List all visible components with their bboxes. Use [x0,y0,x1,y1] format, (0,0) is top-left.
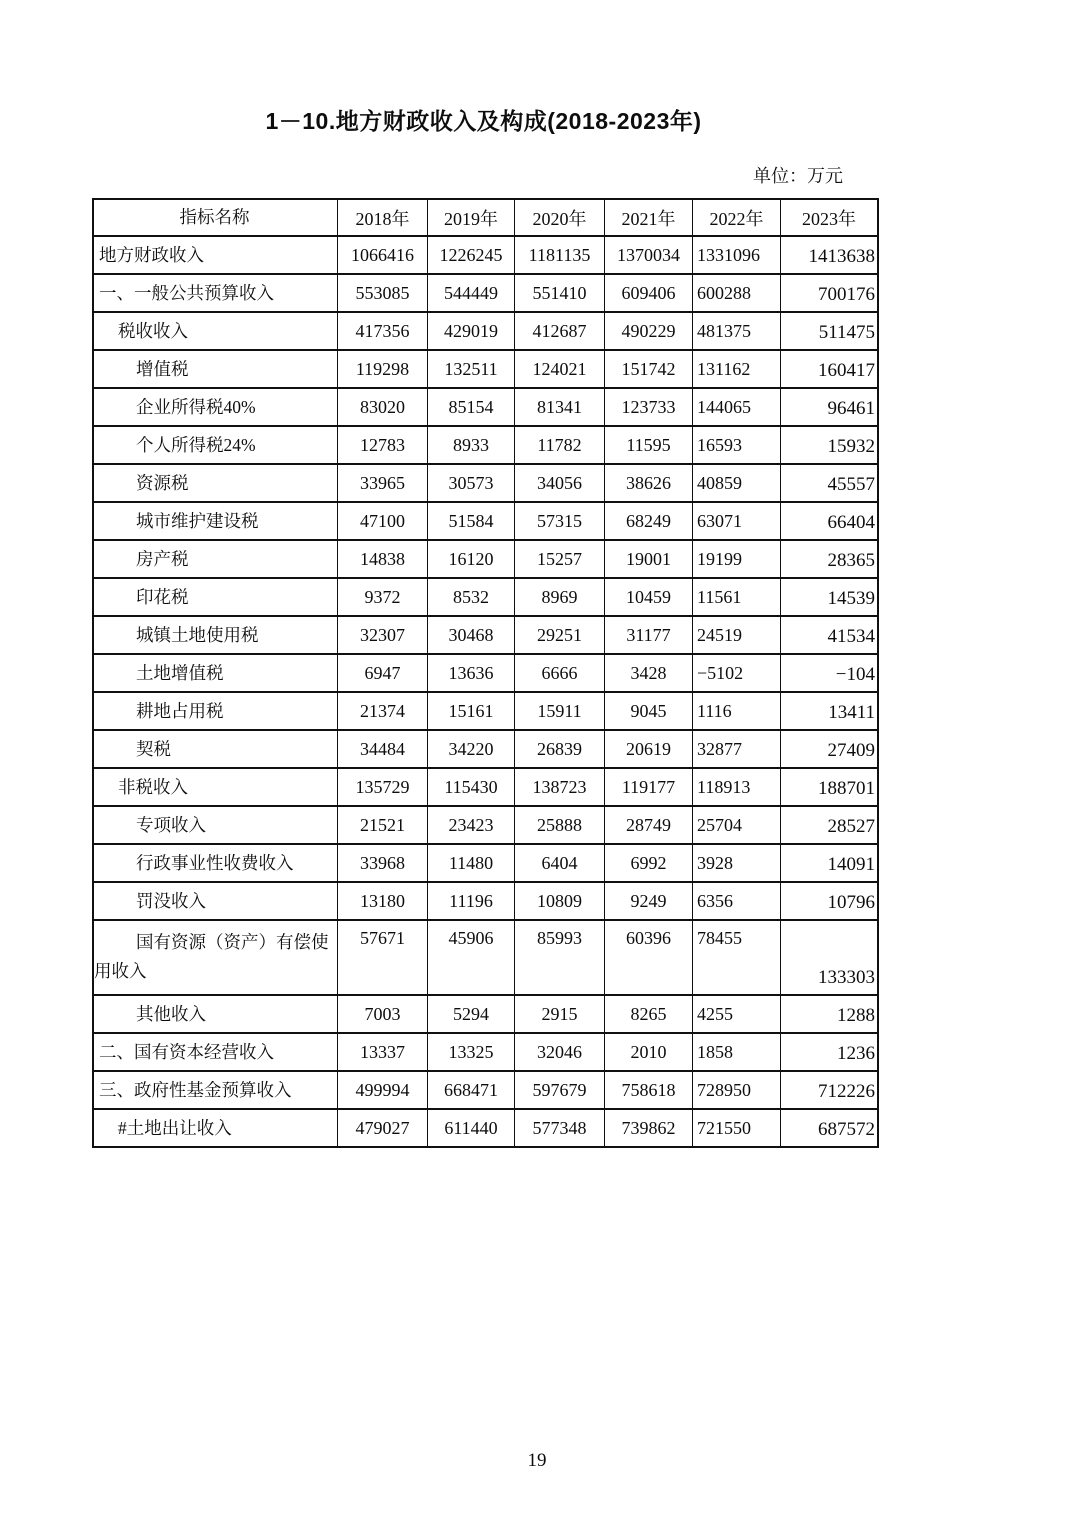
table-row [94,235,877,273]
row-label [94,503,337,539]
row-label [94,389,337,425]
row-label [94,1072,337,1108]
cell-2019年: 115430 [427,769,514,805]
cell-2022年: 16593 [692,427,780,463]
row-label [94,579,337,615]
row-label-text: 个人所得税24% [136,434,256,455]
table [92,198,879,1148]
row-label-text: 行政事业性收费收入 [136,852,294,873]
cell-2021年: 151742 [604,351,692,387]
cell-2022年: 32877 [692,731,780,767]
header-cell-2: 2019年 [427,200,514,235]
cell-2023年: 27409 [780,731,877,767]
row-label-text: 国有资源（资产）有偿使用收入 [94,932,329,981]
table-row [94,843,877,881]
cell-2018年: 13337 [337,1034,427,1070]
row-label-text: 二、国有资本经营收入 [99,1041,274,1062]
cell-2022年: 19199 [692,541,780,577]
cell-2020年: 597679 [514,1072,604,1108]
cell-2020年: 34056 [514,465,604,501]
row-label [94,693,337,729]
cell-2023年: 1288 [780,996,877,1032]
cell-2020年: 412687 [514,313,604,349]
cell-2018年: 417356 [337,313,427,349]
cell-2021年: 38626 [604,465,692,501]
cell-2018年: 1066416 [337,237,427,273]
row-label-text: 耕地占用税 [136,700,224,721]
row-label-text: 增值税 [136,358,189,379]
cell-2019年: 13636 [427,655,514,691]
row-label [94,313,337,349]
row-label [94,1034,337,1070]
cell-2019年: 429019 [427,313,514,349]
cell-2021年: 609406 [604,275,692,311]
header-cell-0-text: 指标名称 [179,207,250,227]
table-row [94,615,877,653]
cell-2022年: 600288 [692,275,780,311]
cell-2021年: 758618 [604,1072,692,1108]
cell-2018年: 32307 [337,617,427,653]
cell-2022年: 1116 [692,693,780,729]
cell-2022年: 1331096 [692,237,780,273]
row-label [94,996,337,1032]
cell-2019年: 13325 [427,1034,514,1070]
cell-2020年: 6666 [514,655,604,691]
cell-2021年: 8265 [604,996,692,1032]
cell-2018年: 21374 [337,693,427,729]
cell-2022年: 4255 [692,996,780,1032]
cell-2023年: 160417 [780,351,877,387]
cell-2022年: 78455 [692,921,780,994]
table-row [94,539,877,577]
cell-2020年: 26839 [514,731,604,767]
cell-2020年: 85993 [514,921,604,994]
cell-2019年: 8933 [427,427,514,463]
cell-2018年: 33965 [337,465,427,501]
row-label [94,655,337,691]
row-label-text: 城镇土地使用税 [136,624,259,645]
table-row [94,501,877,539]
cell-2019年: 34220 [427,731,514,767]
table-row [94,919,877,994]
row-label [94,275,337,311]
row-label [94,731,337,767]
cell-2021年: 19001 [604,541,692,577]
cell-2021年: 60396 [604,921,692,994]
row-label [94,465,337,501]
cell-2022年: 481375 [692,313,780,349]
cell-2023年: 511475 [780,313,877,349]
cell-2018年: 83020 [337,389,427,425]
cell-2020年: 29251 [514,617,604,653]
table-header-row [94,200,877,235]
cell-2018年: 57671 [337,921,427,994]
cell-2021年: 9045 [604,693,692,729]
cell-2019年: 30468 [427,617,514,653]
cell-2021年: 2010 [604,1034,692,1070]
cell-2019年: 132511 [427,351,514,387]
cell-2020年: 32046 [514,1034,604,1070]
table-row [94,1108,877,1146]
cell-2022年: 131162 [692,351,780,387]
cell-2022年: 3928 [692,845,780,881]
cell-2018年: 499994 [337,1072,427,1108]
table-row [94,691,877,729]
cell-2022年: 11561 [692,579,780,615]
cell-2020年: 124021 [514,351,604,387]
cell-2023年: 45557 [780,465,877,501]
row-label-text: 企业所得税40% [136,396,256,417]
cell-2021年: 20619 [604,731,692,767]
row-label-text: 其他收入 [136,1003,206,1024]
row-label [94,237,337,273]
cell-2022年: 144065 [692,389,780,425]
cell-2019年: 8532 [427,579,514,615]
header-cell-3: 2020年 [514,200,604,235]
header-cell-5: 2022年 [692,200,780,235]
row-label-text: 罚没收入 [136,890,206,911]
row-label-text: 房产税 [136,548,189,569]
cell-2020年: 6404 [514,845,604,881]
cell-2020年: 551410 [514,275,604,311]
header-cell-6: 2023年 [780,200,877,235]
row-label [94,807,337,843]
cell-2019年: 15161 [427,693,514,729]
cell-2021年: 6992 [604,845,692,881]
cell-2022年: 1858 [692,1034,780,1070]
row-label [94,617,337,653]
table-row [94,729,877,767]
cell-2023年: 28365 [780,541,877,577]
row-label-text: 一、一般公共预算收入 [99,282,274,303]
cell-2020年: 1181135 [514,237,604,273]
cell-2023年: −104 [780,655,877,691]
cell-2021年: 9249 [604,883,692,919]
cell-2018年: 479027 [337,1110,427,1146]
table-row [94,349,877,387]
cell-2023年: 10796 [780,883,877,919]
cell-2019年: 11480 [427,845,514,881]
cell-2023年: 687572 [780,1110,877,1146]
cell-2020年: 15911 [514,693,604,729]
cell-2023年: 66404 [780,503,877,539]
cell-2023年: 712226 [780,1072,877,1108]
table-row [94,387,877,425]
cell-2022年: 40859 [692,465,780,501]
row-label-text: 城市维护建设税 [136,510,259,531]
cell-2018年: 33968 [337,845,427,881]
cell-2018年: 13180 [337,883,427,919]
table-row [94,653,877,691]
cell-2020年: 10809 [514,883,604,919]
cell-2023年: 1236 [780,1034,877,1070]
cell-2023年: 14539 [780,579,877,615]
table-row [94,881,877,919]
cell-2023年: 133303 [780,921,877,994]
cell-2019年: 611440 [427,1110,514,1146]
cell-2019年: 668471 [427,1072,514,1108]
row-label-text: 税收收入 [118,320,188,341]
cell-2020年: 25888 [514,807,604,843]
cell-2021年: 123733 [604,389,692,425]
row-label [94,769,337,805]
row-label [94,427,337,463]
cell-2018年: 21521 [337,807,427,843]
cell-2018年: 119298 [337,351,427,387]
row-label [94,921,337,994]
cell-2019年: 85154 [427,389,514,425]
row-label-text: 土地增值税 [136,662,224,683]
cell-2018年: 553085 [337,275,427,311]
table-row [94,463,877,501]
cell-2020年: 2915 [514,996,604,1032]
row-label-text: 三、政府性基金预算收入 [99,1079,292,1100]
cell-2019年: 11196 [427,883,514,919]
table-row [94,994,877,1032]
cell-2020年: 8969 [514,579,604,615]
page-number: 19 [527,1450,547,1471]
cell-2021年: 10459 [604,579,692,615]
table-row [94,311,877,349]
cell-2018年: 135729 [337,769,427,805]
row-label [94,1110,337,1146]
cell-2022年: 25704 [692,807,780,843]
header-cell-0 [94,200,337,235]
cell-2022年: 24519 [692,617,780,653]
cell-2019年: 16120 [427,541,514,577]
cell-2022年: 6356 [692,883,780,919]
unit-label: 单位：万元 [753,166,843,186]
cell-2021年: 3428 [604,655,692,691]
cell-2023年: 28527 [780,807,877,843]
cell-2019年: 51584 [427,503,514,539]
row-label-text: 地方财政收入 [99,244,204,265]
cell-2021年: 739862 [604,1110,692,1146]
cell-2021年: 31177 [604,617,692,653]
cell-2021年: 1370034 [604,237,692,273]
cell-2021年: 68249 [604,503,692,539]
cell-2023年: 15932 [780,427,877,463]
row-label [94,541,337,577]
cell-2022年: 118913 [692,769,780,805]
cell-2021年: 11595 [604,427,692,463]
cell-2022年: 721550 [692,1110,780,1146]
cell-2020年: 57315 [514,503,604,539]
cell-2022年: 63071 [692,503,780,539]
cell-2021年: 28749 [604,807,692,843]
cell-2019年: 30573 [427,465,514,501]
table-row [94,1070,877,1108]
cell-2020年: 11782 [514,427,604,463]
header-cell-1: 2018年 [337,200,427,235]
cell-2018年: 12783 [337,427,427,463]
row-label [94,883,337,919]
cell-2018年: 7003 [337,996,427,1032]
cell-2020年: 577348 [514,1110,604,1146]
cell-2019年: 45906 [427,921,514,994]
cell-2018年: 9372 [337,579,427,615]
cell-2023年: 700176 [780,275,877,311]
cell-2023年: 188701 [780,769,877,805]
cell-2023年: 1413638 [780,237,877,273]
cell-2022年: 728950 [692,1072,780,1108]
cell-2021年: 490229 [604,313,692,349]
header-cell-4: 2021年 [604,200,692,235]
cell-2022年: −5102 [692,655,780,691]
row-label-text: 契税 [136,738,171,759]
cell-2018年: 6947 [337,655,427,691]
table-row [94,767,877,805]
row-label [94,845,337,881]
cell-2020年: 81341 [514,389,604,425]
cell-2023年: 96461 [780,389,877,425]
cell-2019年: 5294 [427,996,514,1032]
cell-2021年: 119177 [604,769,692,805]
cell-2019年: 1226245 [427,237,514,273]
table-row [94,1032,877,1070]
cell-2020年: 138723 [514,769,604,805]
row-label-text: 印花税 [136,586,189,607]
cell-2023年: 13411 [780,693,877,729]
row-label-text: 非税收入 [118,776,188,797]
cell-2018年: 14838 [337,541,427,577]
table-row [94,425,877,463]
page-title: 1－10.地方财政收入及构成(2018-2023年) [265,108,702,134]
cell-2019年: 544449 [427,275,514,311]
table-row [94,273,877,311]
row-label-text: 专项收入 [136,814,206,835]
cell-2018年: 47100 [337,503,427,539]
row-label-text: 资源税 [136,472,189,493]
cell-2020年: 15257 [514,541,604,577]
table-row [94,577,877,615]
row-label-text: #土地出让收入 [118,1117,232,1138]
cell-2023年: 41534 [780,617,877,653]
row-label [94,351,337,387]
cell-2018年: 34484 [337,731,427,767]
cell-2023年: 14091 [780,845,877,881]
table-row [94,805,877,843]
cell-2019年: 23423 [427,807,514,843]
